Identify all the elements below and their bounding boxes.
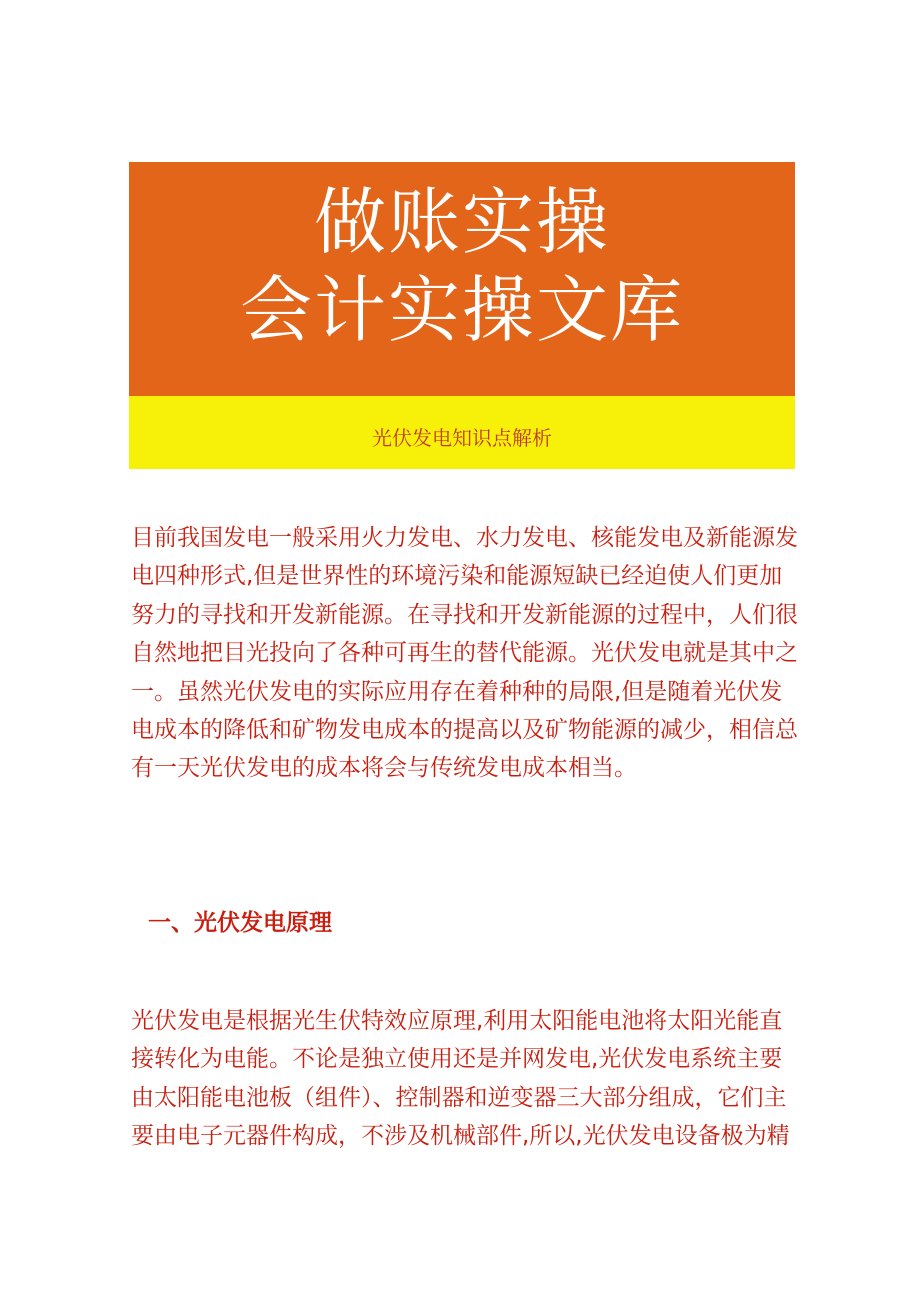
banner-title-line1: 做账实操	[313, 180, 610, 264]
paragraph-line: 要由电子元器件构成，不涉及机械部件,所以,光伏发电设备极为精	[131, 1123, 790, 1150]
paragraph-line: 自然地把目光投向了各种可再生的替代能源。光伏发电就是其中之	[131, 640, 798, 667]
section-heading: 一、光伏发电原理	[148, 910, 332, 936]
paragraph-line: 一。虽然光伏发电的实际应用存在着种种的局限,但是随着光伏发	[131, 678, 783, 705]
subtitle-bar	[129, 396, 795, 469]
paragraph-line: 电成本的降低和矿物发电成本的提高以及矿物能源的减少，相信总	[131, 717, 798, 744]
paragraph-line: 光伏发电是根据光生伏特效应原理,利用太阳能电池将太阳光能直	[131, 1008, 783, 1034]
paragraph-line: 接转化为电能。不论是独立使用还是并网发电,光伏发电系统主要	[131, 1046, 783, 1073]
paragraph-line: 有一天光伏发电的成本将会与传统发电成本相当。	[131, 755, 637, 782]
paragraph-line: 努力的寻找和开发新能源。在寻找和开发新能源的过程中，人们很	[131, 601, 798, 628]
document-subtitle: 光伏发电知识点解析	[372, 426, 552, 450]
title-banner	[129, 162, 795, 396]
principle-paragraph	[131, 1002, 797, 1156]
intro-paragraph	[131, 519, 797, 788]
paragraph-line: 目前我国发电一般采用火力发电、水力发电、核能发电及新能源发	[131, 525, 798, 551]
paragraph-line: 电四种形式,但是世界性的环境污染和能源短缺已经迫使人们更加	[131, 563, 783, 590]
paragraph-line: 由太阳能电池板（组件）、控制器和逆变器三大部分组成，它们主	[131, 1084, 787, 1111]
banner-title-line2: 会计实操文库	[239, 268, 684, 352]
